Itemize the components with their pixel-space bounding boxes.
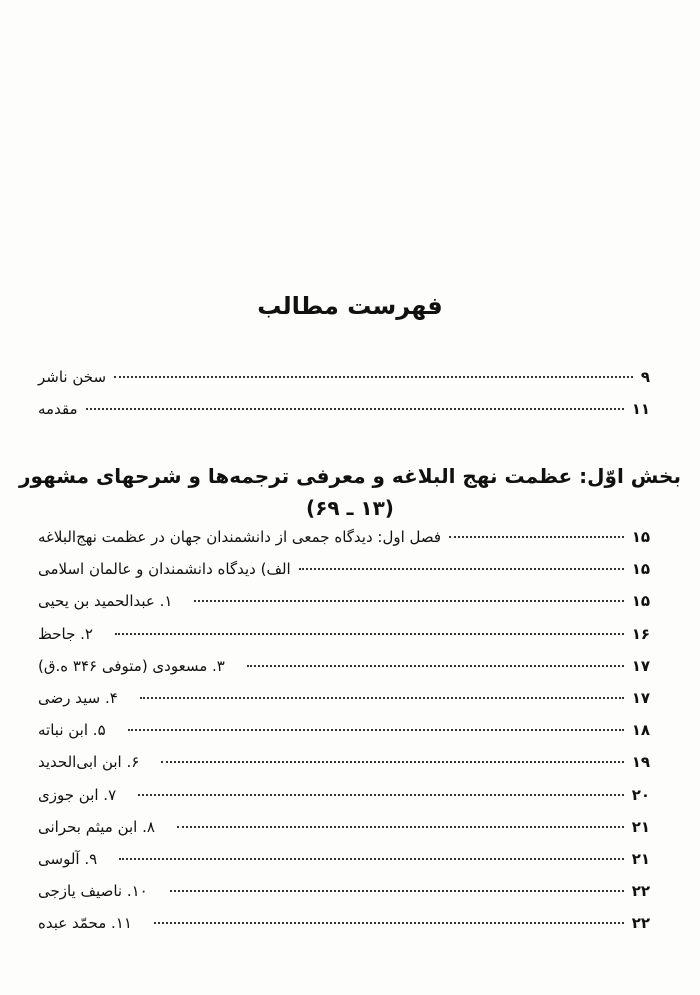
- toc-entry-page: ۱۸: [631, 721, 650, 739]
- toc-entry-label: فصل اول: دیدگاه جمعی از دانشمندان جهان در عظمت نهج‌البلاغه: [38, 528, 442, 546]
- dot-leader: [119, 858, 624, 860]
- toc-entry-label: ۱۰. ناصیف یازجی: [38, 882, 148, 900]
- toc-entry: [38, 850, 650, 874]
- page-title: فهرست مطالب: [257, 292, 443, 320]
- toc-entry-page: ۱۱: [631, 400, 650, 418]
- toc-entry-label: ۳. مسعودی (متوفی ۳۴۶ ه.ق): [38, 657, 225, 675]
- toc-entry-page: ۲۱: [631, 850, 650, 868]
- toc-entry-label: ۷. ابن جوزی: [38, 786, 117, 804]
- toc-entry-page: ۱۷: [631, 689, 650, 707]
- toc-entry-page: ۱۵: [631, 592, 650, 610]
- dot-leader: [449, 536, 624, 538]
- toc-entry-page: ۲۱: [631, 818, 650, 836]
- toc-entry-label: ۶. ابن ابی‌الحدید: [38, 753, 140, 771]
- toc-entry-label: ۱. عبدالحمید بن یحیی: [38, 592, 173, 610]
- dot-leader: [154, 922, 624, 924]
- dot-leader: [247, 665, 624, 667]
- toc-entry: [38, 753, 650, 777]
- part-title: بخش اوّل: عظمت نهج البلاغه و معرفی ترجمه‌ها و شرحهای مشهور: [19, 464, 681, 488]
- toc-entry: [38, 818, 650, 842]
- toc-entry-label: سخن ناشر: [38, 368, 107, 386]
- toc-entry-label: مقدمه: [38, 400, 78, 418]
- toc-entry: [38, 400, 650, 424]
- toc-entry: [38, 657, 650, 681]
- dot-leader: [194, 600, 623, 602]
- dot-leader: [138, 794, 624, 796]
- toc-entry: [38, 721, 650, 745]
- dot-leader: [128, 729, 624, 731]
- toc-entry-page: ۱۶: [631, 625, 650, 643]
- toc-entry-label: ۹. آلوسی: [38, 850, 98, 868]
- toc-entry-label: ۲. جاحظ: [38, 625, 93, 643]
- toc-entry-page: ۱۷: [631, 657, 650, 675]
- toc-entry-label: ۱۱. محمّد عبده: [38, 914, 132, 932]
- dot-leader: [161, 761, 623, 763]
- part-heading: [0, 460, 700, 524]
- toc-entry-label: الف) دیدگاه دانشمندان و عالمان اسلامی: [38, 560, 291, 578]
- toc-entry: [38, 560, 650, 584]
- toc-entry: [38, 592, 650, 616]
- toc-entry-label: ۵. ابن نباته: [38, 721, 106, 739]
- dot-leader: [114, 376, 633, 378]
- toc-entry-page: ۱۵: [631, 528, 650, 546]
- toc-entry-label: ۴. سید رضی: [38, 689, 118, 707]
- dot-leader: [299, 568, 624, 570]
- dot-leader: [86, 408, 624, 410]
- toc-entry-page: ۱۵: [631, 560, 650, 578]
- part-page-range: (۱۳ ـ ۶۹): [306, 496, 394, 520]
- toc-entry-page: ۹: [640, 368, 650, 386]
- toc-entry-page: ۲۰: [631, 786, 650, 804]
- toc-entry-label: ۸. ابن میثم بحرانی: [38, 818, 155, 836]
- toc-entry-page: ۱۹: [631, 753, 650, 771]
- toc-entry-page: ۲۲: [631, 882, 650, 900]
- toc-entry: [38, 625, 650, 649]
- toc-entry: [38, 368, 650, 392]
- toc-entry: [38, 786, 650, 810]
- dot-leader: [170, 890, 624, 892]
- toc-entry: [38, 882, 650, 906]
- toc-entry: [38, 689, 650, 713]
- toc-entry: [38, 914, 650, 938]
- dot-leader: [140, 697, 624, 699]
- dot-leader: [177, 826, 624, 828]
- dot-leader: [115, 633, 624, 635]
- toc-entry: [38, 528, 650, 552]
- toc-entry-page: ۲۲: [631, 914, 650, 932]
